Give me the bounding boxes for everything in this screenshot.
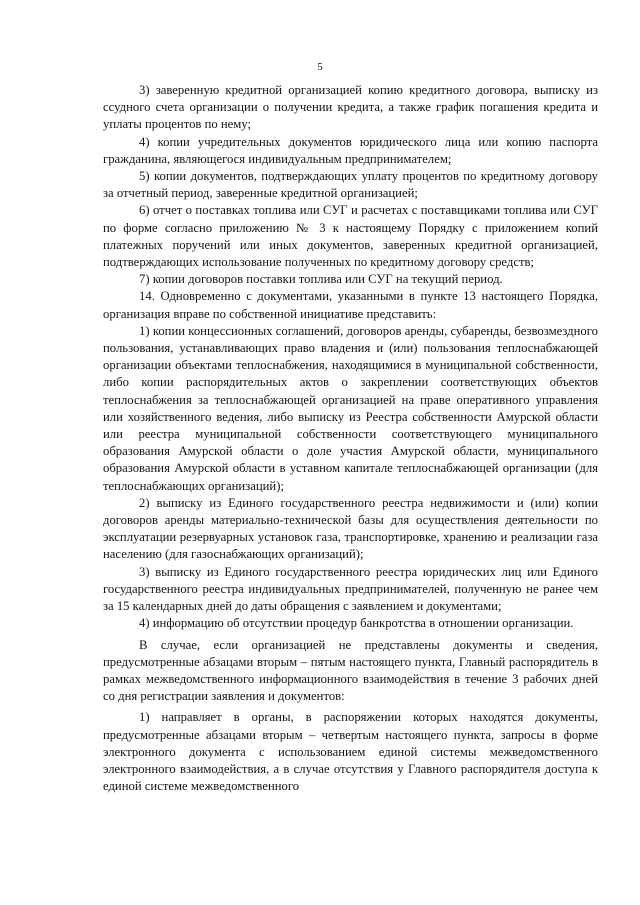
paragraph-item-6: 6) отчет о поставках топлива или СУГ и расчетах с поставщиками топлива или СУГ по форме согласно приложению № 3 к настоящему Порядку с приложением копий платежных поручений или иных документов, заверенных кредитной организацией, подтверждающих использование полученных по кредитному договору средств; <box>103 203 598 270</box>
paragraph-request-item-1: 1) направляет в органы, в распоряжении которых находятся документы, предусмотренные абзацами вторым – четвертым настоящего пункта, запросы в форме электронного документа с использованием единой системы межведомственного электронного взаимодействия, а в случае отсутствия у Главного распорядителя доступа к единой системе межведомственного <box>103 710 598 794</box>
paragraph-item-7: 7) копии договоров поставки топлива или СУГ на текущий период. <box>139 272 503 287</box>
paragraph-clause-14-item-4: 4) информацию об отсутствии процедур банкротства в отношении организации. <box>139 616 574 631</box>
page-number: 5 <box>317 61 323 73</box>
paragraph-item-5: 5) копии документов, подтверждающих уплату процентов по кредитному договору за отчетный период, заверенные кредитной организацией; <box>103 169 598 201</box>
paragraph-item-4: 4) копии учредительных документов юридического лица или копию паспорта гражданина, являющегося индивидуальным предпринимателем; <box>103 134 598 166</box>
document-body <box>103 82 598 795</box>
paragraph-clause-14-item-1: 1) копии концессионных соглашений, договоров аренды, субаренды, безвозмездного пользования, устанавливающих право владения и (или) пользования теплоснабжающей организации объектами теплоснабжения, находящимися в муниципальной собственности, либо копии распорядительных актов о закреплении соответствующих объектов теплоснабжения за теплоснабжающей организацией на праве оперативного управления или хозяйственного ведения, либо выписку из Реестра собственности Амурской области или реестра муниципальной собственности соответствующего муниципального образования Амурской области о доле участия Амурской области, муниципального образования Амурской области в уставном капитале теплоснабжающей организации (для теплоснабжающих организаций); <box>103 323 598 493</box>
paragraph-clause-14: 14. Одновременно с документами, указанными в пункте 13 настоящего Порядка, организация вправе по собственной инициативе представить: <box>103 289 598 321</box>
paragraph-missing-documents: В случае, если организацией не представлены документы и сведения, предусмотренные абзацами вторым – пятым настоящего пункта, Главный распорядитель в рамках межведомственного информационного взаимодействия в течение 3 рабочих дней со дня регистрации заявления и документов: <box>103 637 598 704</box>
paragraph-clause-14-item-3: 3) выписку из Единого государственного реестра юридических лиц или Единого государственного реестра индивидуальных предпринимателей, полученную не ранее чем за 15 календарных дней до даты обращения с заявлением и документами; <box>103 564 598 614</box>
paragraph-item-3: 3) заверенную кредитной организацией копию кредитного договора, выписку из ссудного счета организации о получении кредита, а также график погашения кредита и уплаты процентов по нему; <box>103 83 598 132</box>
paragraph-clause-14-item-2: 2) выписку из Единого государственного реестра недвижимости и (или) копии договоров аренды материально-технической базы для осуществления деятельности по эксплуатации резервуарных установок газа, транспортировке, хранению и реализации газа населению (для газоснабжающих организаций); <box>103 495 598 562</box>
